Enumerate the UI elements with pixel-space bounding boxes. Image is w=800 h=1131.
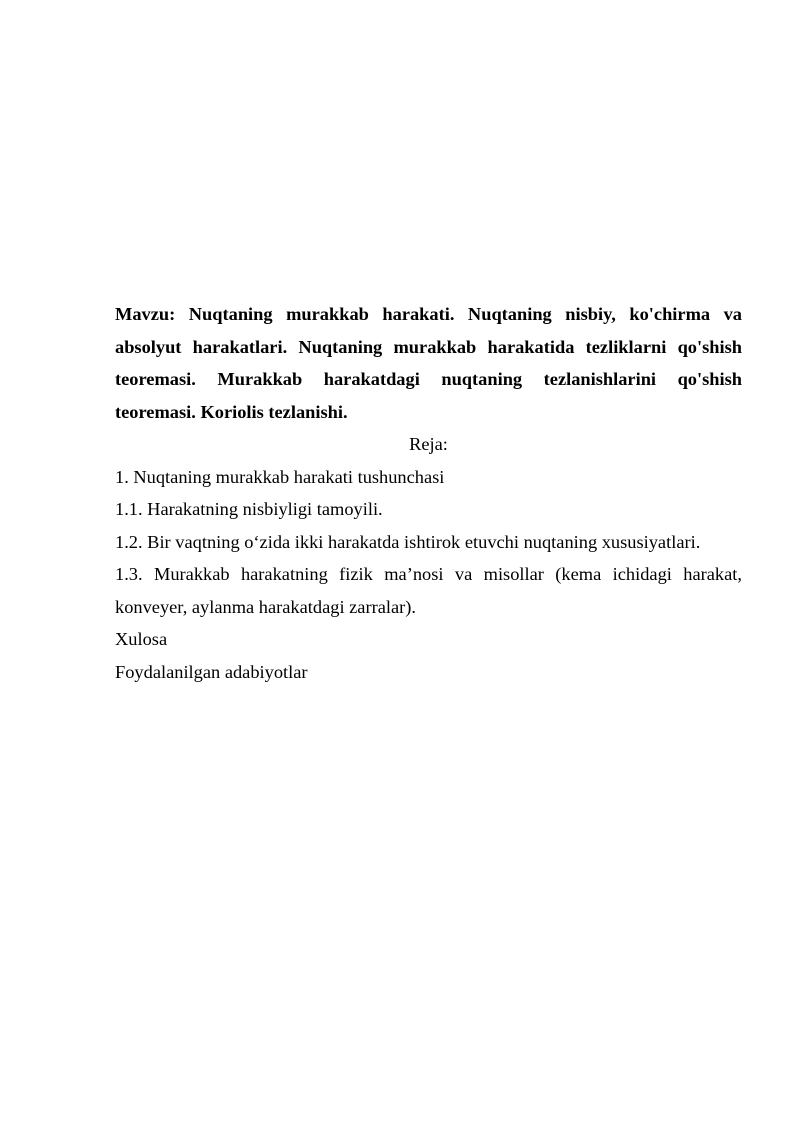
plan-title: Reja: (409, 434, 448, 454)
plan-item: 1.2. Bir vaqtning o‘zida ikki harakatda ishtirok etuvchi nuqtaning xususiyatlari. (115, 531, 701, 552)
topic-heading: Mavzu: Nuqtaning murakkab harakati. Nuqtaning nisbiy, ko'chirma va absolyut harakatlari. Nuqtaning murakkab harakatida tezliklarni qo'shish teoremasi. Murakkab harakatdagi nuqtaning tezlanishlarini qo'shish teoremasi. Koriolis tezlanishi. (115, 304, 742, 422)
plan-item: 1. Nuqtaning murakkab harakati tushunchasi (115, 466, 445, 487)
references-item: Foydalanilgan adabiyotlar (115, 661, 308, 682)
conclusion-item: Xulosa (115, 629, 168, 649)
plan-item: 1.1. Harakatning nisbiyligi tamoyili. (115, 499, 383, 519)
plan-item: 1.3. Murakkab harakatning fizik ma’nosi va misollar (kema ichidagi harakat, konveyer, aylanma harakatdagi zarralar). (115, 564, 742, 617)
document-content (115, 298, 742, 688)
